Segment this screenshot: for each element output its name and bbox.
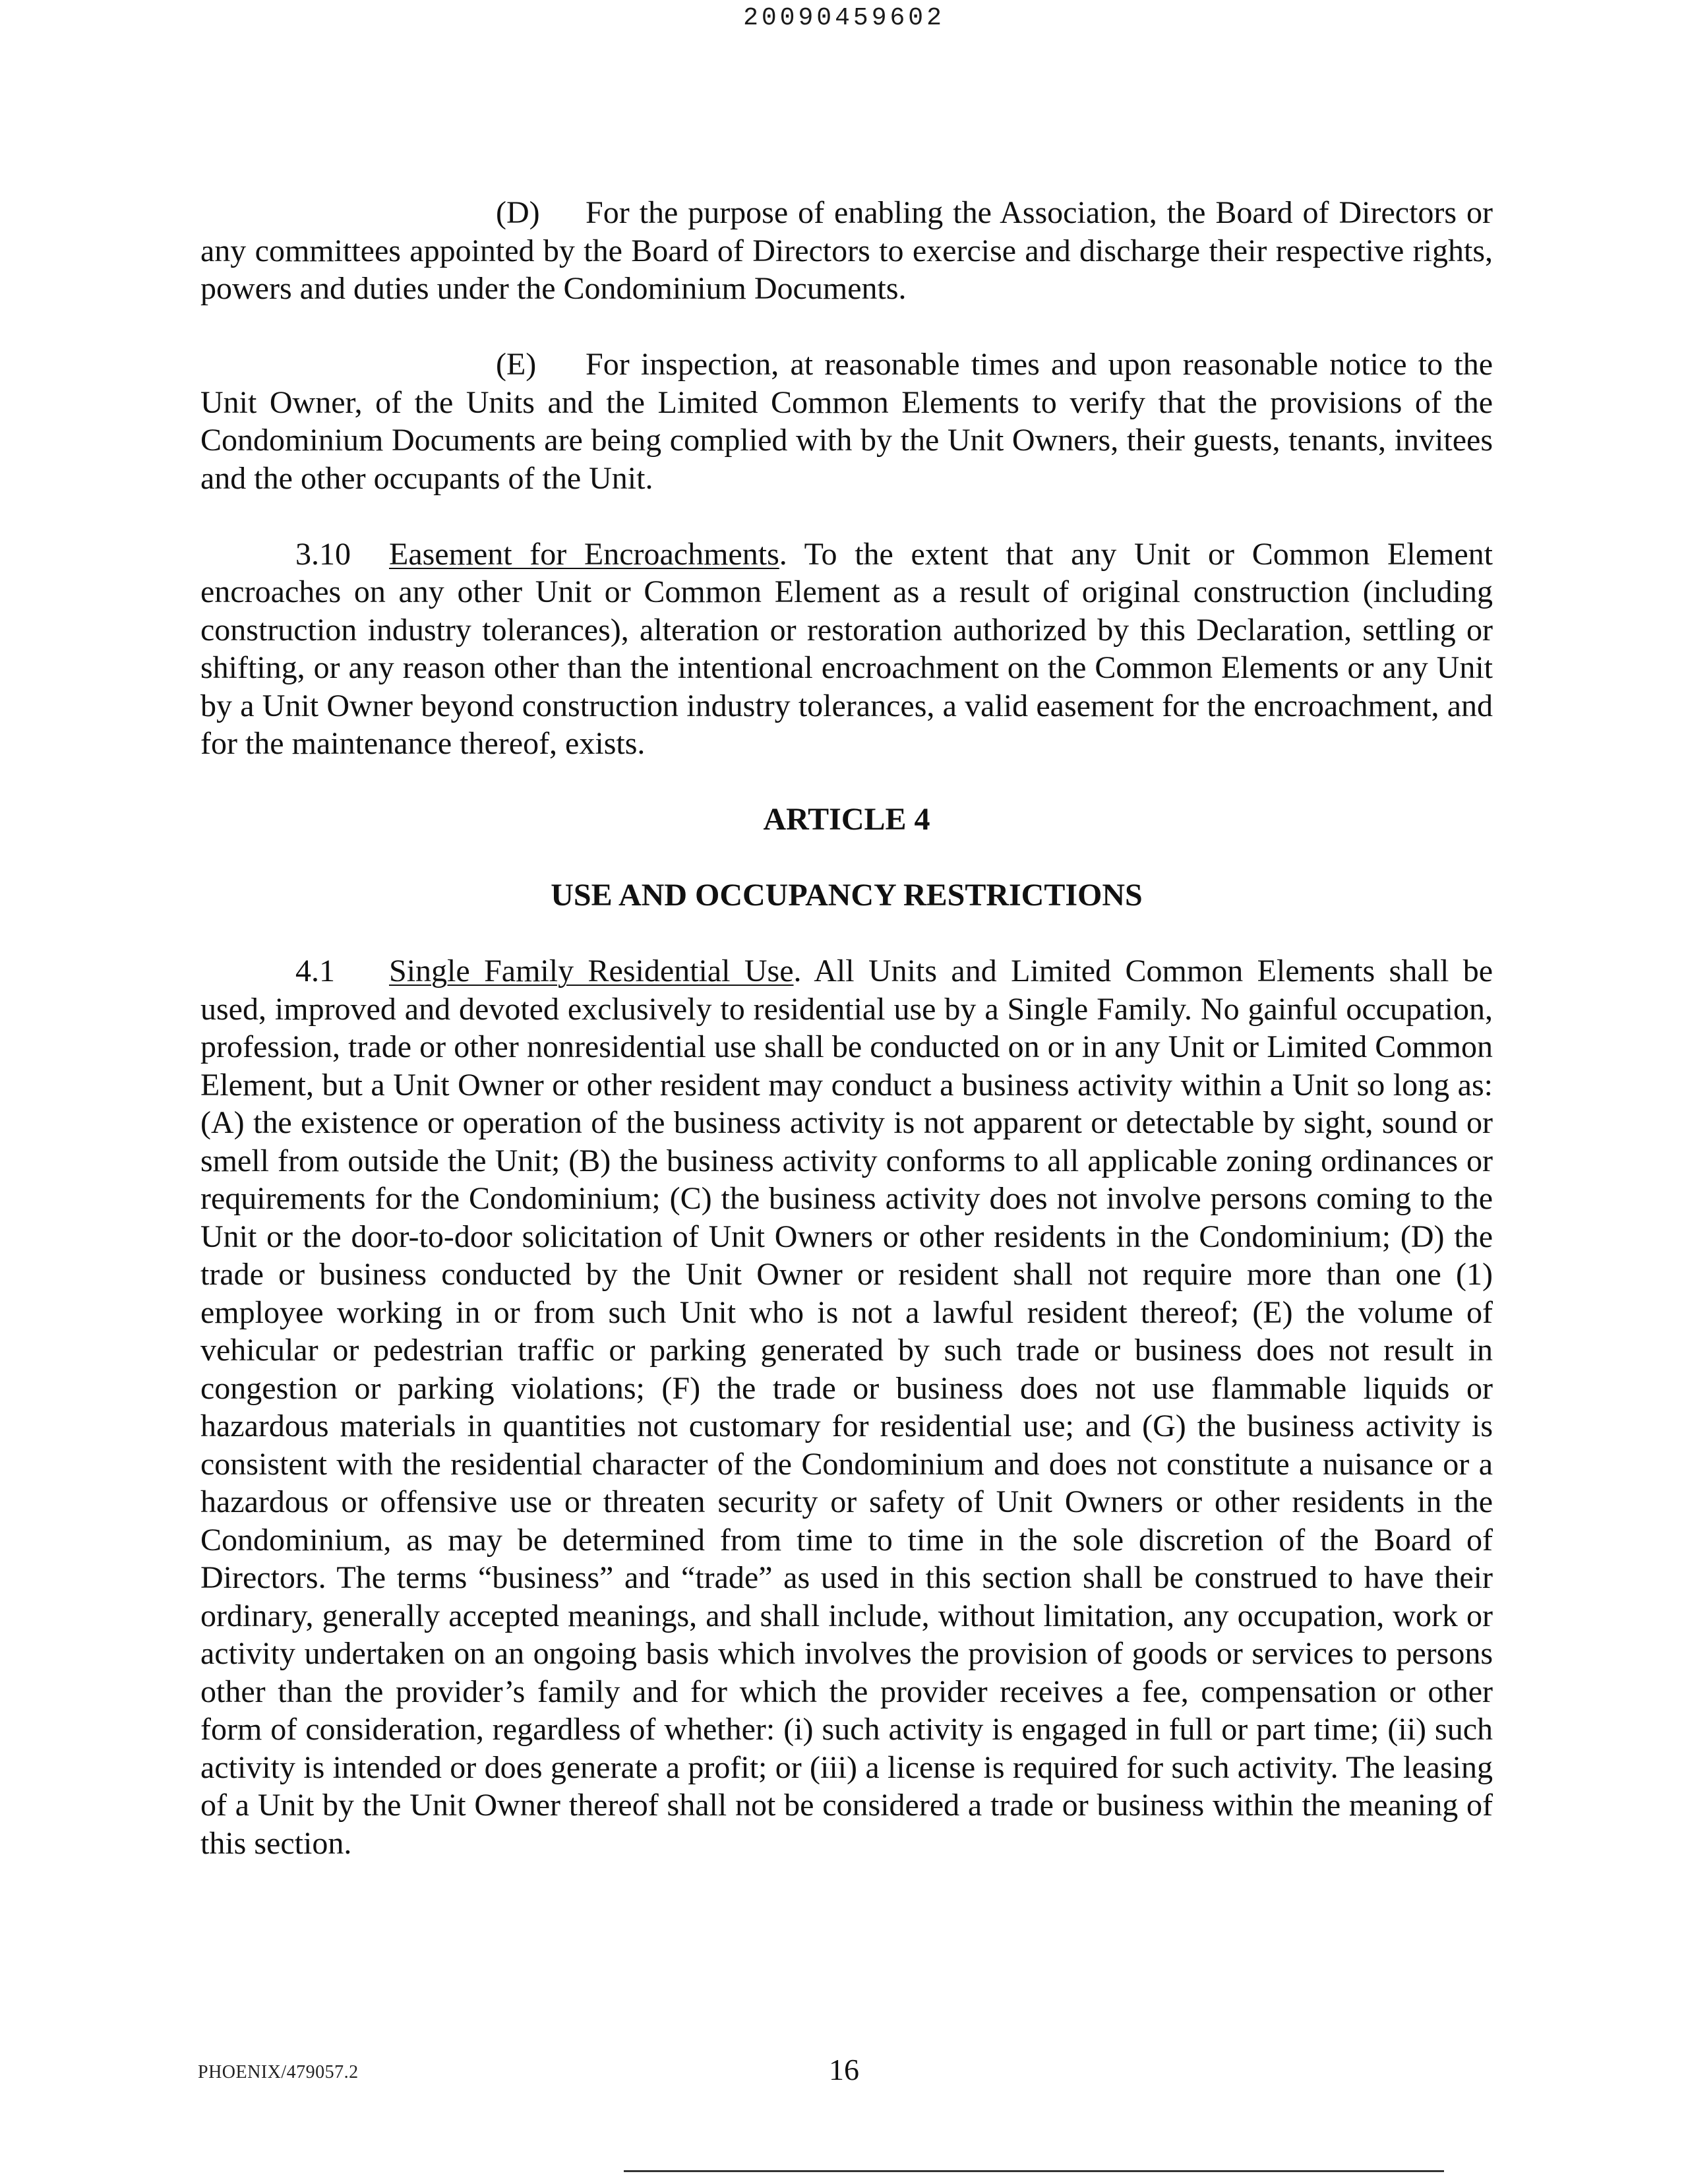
article-title: USE AND OCCUPANCY RESTRICTIONS: [551, 878, 1143, 913]
section-3-10-text: To the extent that any Unit or Common Element encroaches on any other Unit or Common Element as a result of original construction (including construction industry tolerances), alteration or restoration authorized by this Declaration, settling or shifting, or any reason other than the intentional encroachment on the Common Elements or any Unit by a Unit Owner beyond construction industry tolerances, a valid easement for the encroachment, and for the maintenance thereof, exists.: [200, 536, 1493, 761]
page-number: 16: [829, 2053, 859, 2086]
section-3-10-number: 3.10: [295, 536, 351, 572]
paragraph-e-marker: (E): [496, 347, 537, 382]
document-body: [200, 194, 1493, 1900]
footer-divider: [624, 2170, 1444, 2172]
paragraph-e: [200, 346, 1493, 497]
document-number: 20090459602: [743, 4, 945, 32]
section-4-1: 4.1 Single Family Residential Use. All Units and Limited Common Elements shall be used, improved and devoted exclusively to residential use by a Single Family. No gainful occupation, profession, trade or other nonresidential use shall be conducted on or in any Unit or Limited Common Element, but a Unit Owner or other resident may conduct a business activity within a Unit so long as: (A) the existence or operation of the business activity is not apparent or detectable by sight, sound or smell from outside the Unit; (B) the business activity conforms to all applicable zoning ordinances or requirements for the Condominium; (C) the business activity does not involve persons coming to the Unit or the door-to-door solicitation of Unit Owners or other residents in the Condominium; (D) the trade or business conducted by the Unit Owner or resident shall not require more than one (1) employee working in or from such Unit who is not a lawful resident thereof; (E) the volume of vehicular or pedestrian traffic or parking generated by such trade or business does not result in congestion or parking violations; (F) the trade or business does not use flammable liquids or hazardous materials in quantities not customary for residential use; and (G) the business activity is consistent with the residential character of the Condominium and does not constitute a nuisance or a hazardous or offensive use or threaten security or safety of Unit Owners or other residents in the Condominium, as may be determined from time to time in the sole discretion of the Board of Directors. The terms “business” and “trade” as used in this section shall be construed to have their ordinary, generally accepted meanings, and shall include, without limitation, any occupation, work or activity undertaken on an ongoing basis which involves the provision of goods or services to persons other than the provider’s family and for which the provider receives a fee, compensation or other form of consideration, regardless of whether: (i) such activity is engaged in full or part time; (ii) such activity is intended or does generate a profit; or (iii) a license is required for such activity. The leasing of a Unit by the Unit Owner thereof shall not be considered a trade or business within the meaning of this section.: [200, 954, 1493, 1861]
section-3-10: 3.10 Easement for Encroachments. To the extent that any Unit or Common Element encroaches on any other Unit or Common Element as a result of original construction (including construction industry tolerances), alteration or restoration authorized by this Declaration, settling or shifting, or any reason other than the intentional encroachment on the Common Elements or any Unit by a Unit Owner beyond construction industry tolerances, a valid easement for the encroachment, and for the maintenance thereof, exists.: [200, 536, 1493, 761]
section-4-1-text: All Units and Limited Common Elements shall be used, improved and devoted exclusively to residential use by a Single Family. No gainful occupation, profession, trade or other nonresidential use shall be conducted on or in any Unit or Limited Common Element, but a Unit Owner or other resident may conduct a business activity within a Unit so long as: (A) the existence or operation of the business activity is not apparent or detectable by sight, sound or smell from outside the Unit; (B) the business activity conforms to all applicable zoning ordinances or requirements for the Condominium; (C) the business activity does not involve persons coming to the Unit or the door-to-door solicitation of Unit Owners or other residents in the Condominium; (D) the trade or business conducted by the Unit Owner or resident shall not require more than one (1) employee working in or from such Unit who is not a lawful resident thereof; (E) the volume of vehicular or pedestrian traffic or parking generated by such trade or business does not result in congestion or parking violations; (F) the trade or business does not use flammable liquids or hazardous materials in quantities not customary for residential use; and (G) the business activity is consistent with the residential character of the Condominium and does not constitute a nuisance or a hazardous or offensive use or threaten security or safety of Unit Owners or other residents in the Condominium, as may be determined from time to time in the sole discretion of the Board of Directors. The terms “business” and “trade” as used in this section shall be construed to have their ordinary, generally accepted meanings, and shall include, without limitation, any occupation, work or activity undertaken on an ongoing basis which involves the provision of goods or services to persons other than the provider’s family and for which the provider receives a fee, compensation or other form of consideration, regardless of whether: (i) such activity is engaged in full or part time; (ii) such activity is intended or does generate a profit; or (iii) a license is required for such activity. The leasing of a Unit by the Unit Owner thereof shall not be considered a trade or business within the meaning of this section.: [200, 954, 1493, 1861]
paragraph-e-text: For inspection, at reasonable times and upon reasonable notice to the Unit Owner, of the Units and the Limited Common Elements to verify that the provisions of the Condominium Documents are being complied with by the Unit Owners, their guests, tenants, invitees and the other occupants of the Unit.: [200, 347, 1493, 496]
section-4-1-number: 4.1: [295, 954, 335, 988]
section-4-1-title: Single Family Residential Use: [389, 954, 794, 988]
paragraph-d-marker: (D): [496, 195, 540, 230]
paragraph-d: [200, 194, 1493, 308]
section-3-10-title: Easement for Encroachments: [389, 536, 779, 572]
footer-document-reference: PHOENIX/479057.2: [198, 2062, 359, 2082]
article-label: ARTICLE 4: [763, 802, 930, 837]
paragraph-d-text: For the purpose of enabling the Association, the Board of Directors or any committees appointed by the Board of Directors to exercise and discharge their respective rights, powers and duties under the Condominium Documents.: [200, 195, 1493, 306]
